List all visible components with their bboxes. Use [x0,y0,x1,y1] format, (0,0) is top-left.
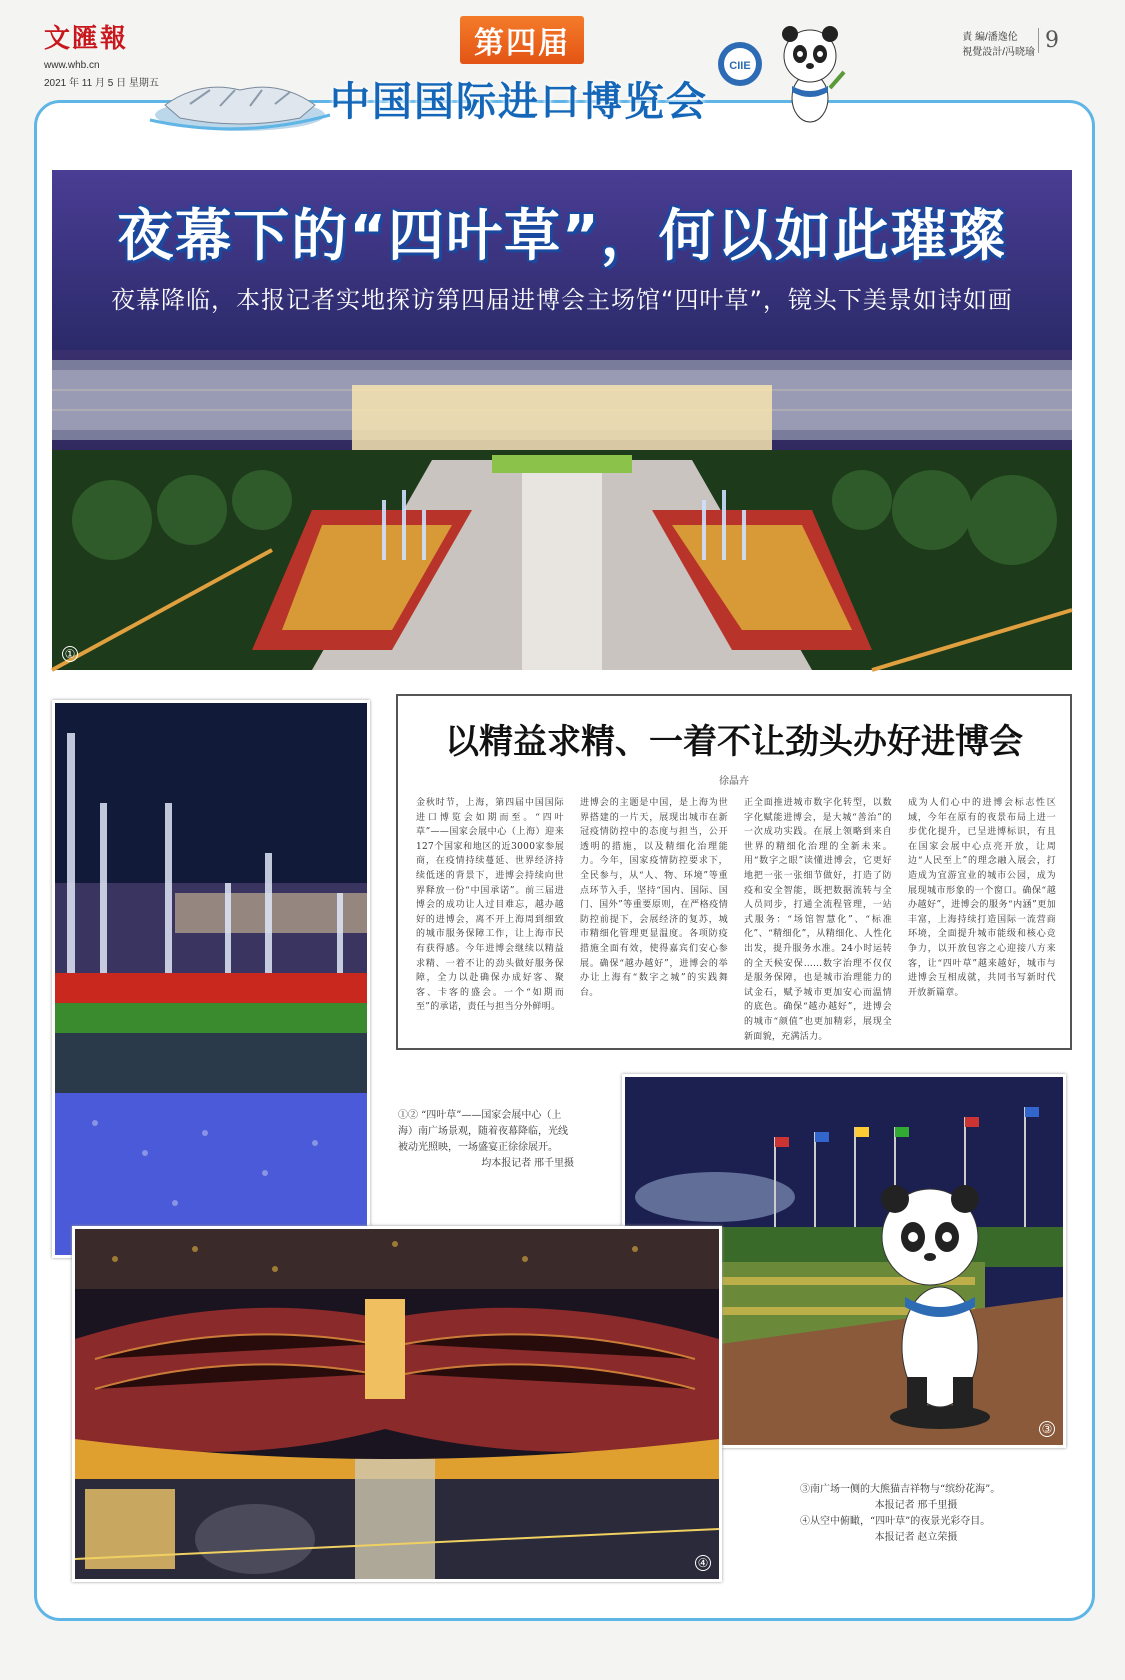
editor-line: 責 編/潘逸伦 [962,32,1018,43]
photo-aerial-image [75,1229,719,1579]
caption-text: ①② “四叶草”——国家会展中心（上海）南广场景观，随着夜幕降临，光线被动光照映，一场盛宴正徐徐展开。 [398,1110,568,1153]
panda-mascot-icon [770,18,850,128]
article-byline: 徐晶卉 [719,776,749,787]
hero-photo [52,350,1072,670]
caption-4-text: ④从空中俯瞰，“四叶草”的夜景光彩夺目。 [800,1516,991,1527]
photo-number-4: ④ [695,1555,711,1571]
caption-3-text: ③南广场一侧的大熊猫吉祥物与“缤纷花海”。 [800,1484,1001,1495]
issue-date: 2021 年 11 月 5 日 星期五 [44,78,159,89]
site-url: www.whb.cn [44,60,100,71]
convention-center-illustration [150,60,330,135]
edition-badge: 第四届 [460,16,584,64]
caption-photos-3-4 [800,1482,1032,1546]
article-column: 正全面推进城市数字化转型，以数字化赋能进博会，是大城“善治”的一次成功实践。在展上领略到来自世界的精细化治理的全新未来。用“数字之眼”读懂进博会，它更好地把一张一张细节做好，打造了防疫和安全智能，既把数据流转与全人员同步，打通全流程管理，一站式服务：“场馆智慧化”、“标准化”、“精细化”，从精细化、人性化出发，提升服务水准。24小时运转的全天候安保……数字治理不仅仅是服务保障，也是城市治理能力的试金石，赋予城市更加安心而温情的底色。确保“越办越好”，进博会的城市“颜值”也更加精彩，展现全新面貌，充满活力。 [744,798,892,1042]
article-body [416,796,1056,1042]
hero-section [52,170,1072,670]
ciie-logo [716,40,764,88]
article-column: 成为人们心中的进博会标志性区域，今年在原有的夜景布局上进一步优化提升，已呈进博标识，有且在国家会展中心点亮开放，让周边“人民至上”的理念融入展会，打造成为宜游宜业的城市公园，成为展现城市形象的一个窗口。确保“越办越好”，进博会的服务“内涵”更加丰富，上海持续打造国际一流营商环境，全面提升城市能级和核心竞争力，以开放包容之心迎接八方来客，让“四叶草”越来越好，城市与进博会互相成就，共同书写新时代开放新篇章。 [908,798,1056,998]
editor-credits [962,30,1035,60]
caption-3-credit: 本报记者 邢千里摄 [874,1500,958,1511]
expo-title: 中国国际进口博览会 [330,79,708,125]
photo-number-3: ③ [1039,1421,1055,1437]
feature-article [396,694,1072,1050]
article-column: 进博会的主题是中国，是上海为世界搭建的一片天，展现出城市在新冠疫情防控中的态度与担当，公开透明的措施，以及精细化治理能力。今年，国家疫情防控要求下，全民参与，从“人、物、环境”等重点环节入手，坚持“国内、国际、国门、国外”等重要原则，在严格疫情防控前提下，会展经济的复苏，城市精细化管理更显温度。各项防疫措施全面有效，使得嘉宾们安心参展。确保“越办越好”，进博会的举办让上海有“数字之城”的实践舞台。 [580,798,728,998]
photo-aerial-view [72,1226,722,1582]
article-title: 以精益求精、一着不让劲头办好进博会 [445,722,1023,762]
photo-number-1: ① [62,646,78,662]
hero-header [52,170,1072,350]
ciie-logo-text: CIIE [729,60,751,72]
photo-fountains [52,700,370,1258]
article-column: 金秋时节，上海，第四届中国国际进口博览会如期而至。“四叶草”——国家会展中心（上海）迎来127个国家和地区的近3000家参展商，在疫情持续蔓延、世界经济持续低迷的背景下，进博会持续向世界释放一份“中国承诺”。前三届进博会的成功让人过目难忘，越办越好的进博会，离不开上海周到细致的城市服务保障工作，让上海市民有获得感。今年进博会继续以精益求精、一着不让的劲头做好服务保障，全力以赴确保办成好客、聚客、卡客的盛会。一个“如期而至”的承诺，责任与担当分外鲜明。 [416,798,564,1013]
caption-photos-1-2 [398,1108,574,1172]
caption-credit: 均本报记者 邢千里摄 [481,1158,574,1169]
page-subheadline: 夜幕降临，本报记者实地探访第四届进博会主场馆“四叶草”，镜头下美景如诗如画 [111,286,1013,314]
newspaper-logo: 文匯報 [44,24,129,54]
designer-line: 視覺設計/冯晓瑜 [962,47,1035,58]
page-number: 9 [1038,28,1059,53]
photo-fountains-image [55,703,367,1255]
caption-4-credit: 本报记者 赵立荣摄 [874,1532,958,1543]
hero-photo-image [52,350,1072,670]
page-headline: 夜幕下的“四叶草”，何以如此璀璨 [117,204,1007,269]
